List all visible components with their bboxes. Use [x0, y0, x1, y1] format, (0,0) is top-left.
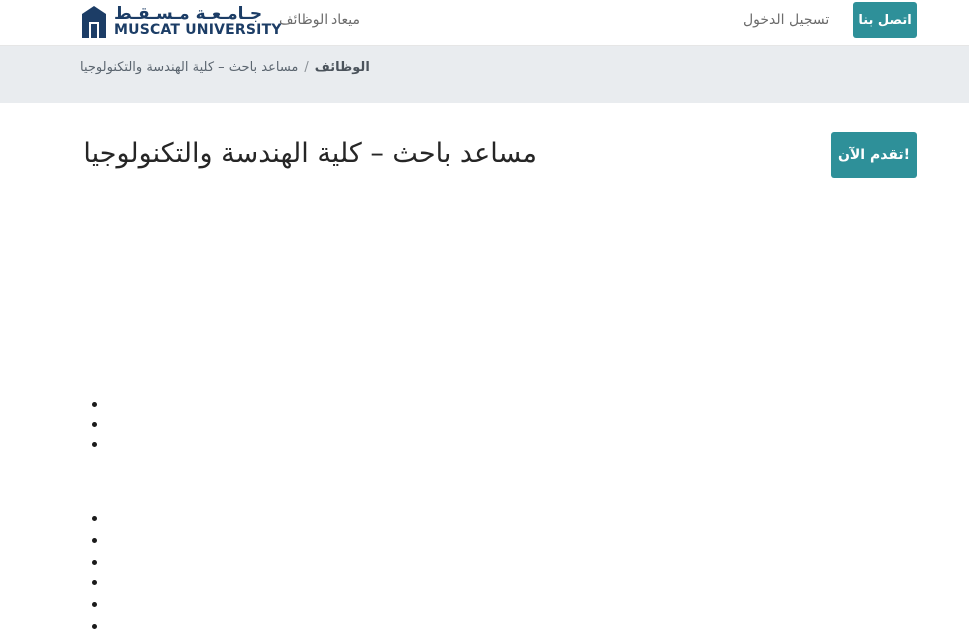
page-title: مساعد باحث – كلية الهندسة والتكنولوجيا	[83, 138, 537, 169]
bullet-dot	[92, 516, 97, 521]
breadcrumb-current: مساعد باحث – كلية الهندسة والتكنولوجيا	[80, 60, 299, 75]
nav-link-jobs[interactable]: الوظائف	[279, 12, 329, 28]
nav-link-miead[interactable]: ميعاد	[331, 12, 360, 28]
breadcrumb-jobs-link[interactable]: الوظائف	[314, 60, 370, 75]
bullet-dot	[92, 402, 97, 407]
bullet-dot	[92, 624, 97, 629]
login-link[interactable]: تسجيل الدخول	[743, 12, 830, 28]
apply-now-button[interactable]: !تقدم الآن	[831, 132, 917, 178]
logo-english-text: MUSCAT UNIVERSITY	[114, 22, 282, 38]
university-emblem-icon	[80, 2, 108, 40]
bullet-dot	[92, 602, 97, 607]
bullet-dot	[92, 442, 97, 447]
bullet-dot	[92, 538, 97, 543]
breadcrumb	[80, 60, 370, 75]
top-navbar	[0, 0, 969, 46]
breadcrumb-bar	[0, 46, 969, 103]
muscat-university-logo[interactable]	[80, 2, 282, 42]
bullet-dot	[92, 580, 97, 585]
contact-us-button[interactable]: اتصل بنا	[853, 2, 917, 38]
logo-arabic-text: جـامـعـة مـسـقـط	[114, 4, 263, 24]
bullet-dot	[92, 560, 97, 565]
breadcrumb-separator: /	[304, 60, 309, 75]
bullet-dot	[92, 422, 97, 427]
